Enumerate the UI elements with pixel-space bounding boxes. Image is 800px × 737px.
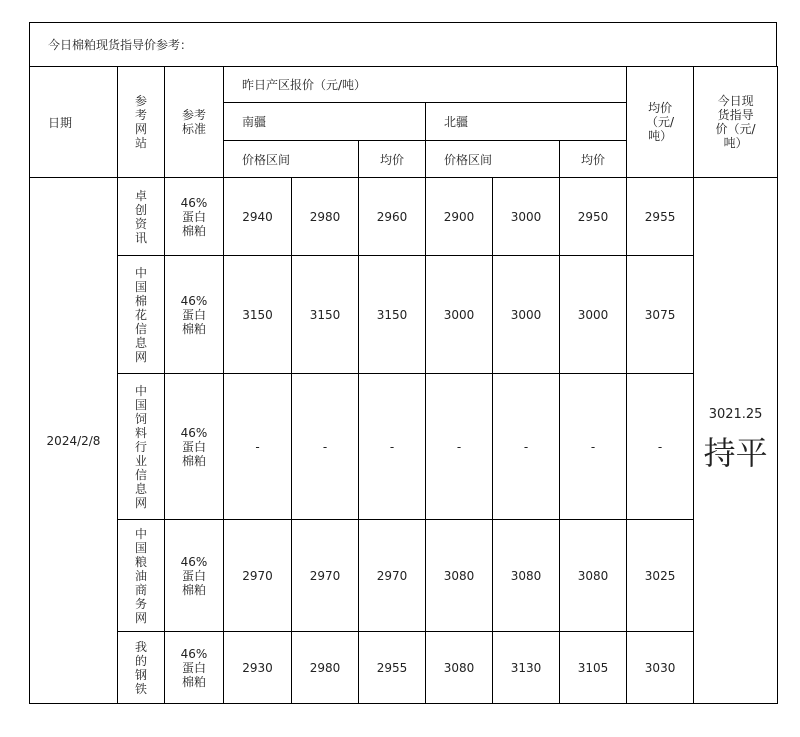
standard-cell: 46%蛋白棉粕 <box>165 374 224 520</box>
header-yesterday-quote: 昨日产区报价（元/吨） <box>224 67 627 103</box>
north-avg: 3105 <box>560 632 627 704</box>
header-south-avg: 均价 <box>359 141 426 178</box>
guide-price-cell <box>694 178 778 704</box>
site-cell: 中国棉花信息网 <box>118 256 165 374</box>
header-date: 日期 <box>30 67 118 178</box>
south-avg: 2970 <box>359 520 426 632</box>
north-avg: 3080 <box>560 520 627 632</box>
south-low: 2940 <box>224 178 292 256</box>
site-cell: 我的钢铁 <box>118 632 165 704</box>
site-cell: 中国饲料行业信息网 <box>118 374 165 520</box>
north-high: 3000 <box>493 256 560 374</box>
north-avg: 2950 <box>560 178 627 256</box>
site-cell: 中国粮油商务网 <box>118 520 165 632</box>
south-high: - <box>292 374 359 520</box>
south-low: - <box>224 374 292 520</box>
header-average: 均价（元/吨） <box>627 67 694 178</box>
row-avg: 3075 <box>627 256 694 374</box>
north-avg: 3000 <box>560 256 627 374</box>
south-high: 2970 <box>292 520 359 632</box>
south-low: 2970 <box>224 520 292 632</box>
south-avg: - <box>359 374 426 520</box>
table-row <box>30 374 778 520</box>
south-high: 2980 <box>292 178 359 256</box>
header-north-avg: 均价 <box>560 141 627 178</box>
table-row <box>30 520 778 632</box>
table-row <box>30 632 778 704</box>
row-avg: 2955 <box>627 178 694 256</box>
north-high: 3130 <box>493 632 560 704</box>
standard-cell: 46%蛋白棉粕 <box>165 520 224 632</box>
header-north: 北疆 <box>426 103 627 141</box>
header-north-range: 价格区间 <box>426 141 560 178</box>
south-avg: 3150 <box>359 256 426 374</box>
south-low: 3150 <box>224 256 292 374</box>
header-south-range: 价格区间 <box>224 141 359 178</box>
header-standard: 参考标准 <box>165 67 224 178</box>
north-low: - <box>426 374 493 520</box>
row-avg: 3025 <box>627 520 694 632</box>
north-avg: - <box>560 374 627 520</box>
north-low: 3000 <box>426 256 493 374</box>
table-row <box>30 256 778 374</box>
header-guide-price: 今日现货指导价（元/吨） <box>694 67 778 178</box>
south-high: 2980 <box>292 632 359 704</box>
site-cell: 卓创资讯 <box>118 178 165 256</box>
north-low: 3080 <box>426 520 493 632</box>
header-row-1 <box>30 67 778 103</box>
table-row <box>30 178 778 256</box>
north-high: 3000 <box>493 178 560 256</box>
date-cell: 2024/2/8 <box>30 178 118 704</box>
south-avg: 2955 <box>359 632 426 704</box>
south-high: 3150 <box>292 256 359 374</box>
south-avg: 2960 <box>359 178 426 256</box>
north-low: 3080 <box>426 632 493 704</box>
header-site: 参考网站 <box>118 67 165 178</box>
north-low: 2900 <box>426 178 493 256</box>
guide-price-value: 3021.25 <box>708 407 763 422</box>
row-avg: 3030 <box>627 632 694 704</box>
north-high: - <box>493 374 560 520</box>
guide-price-trend: 持平 <box>703 434 768 472</box>
table-caption: 今日棉粕现货指导价参考： <box>29 22 777 66</box>
south-low: 2930 <box>224 632 292 704</box>
standard-cell: 46%蛋白棉粕 <box>165 256 224 374</box>
standard-cell: 46%蛋白棉粕 <box>165 632 224 704</box>
row-avg: - <box>627 374 694 520</box>
header-south: 南疆 <box>224 103 426 141</box>
standard-cell: 46%蛋白棉粕 <box>165 178 224 256</box>
price-table <box>29 66 778 704</box>
north-high: 3080 <box>493 520 560 632</box>
